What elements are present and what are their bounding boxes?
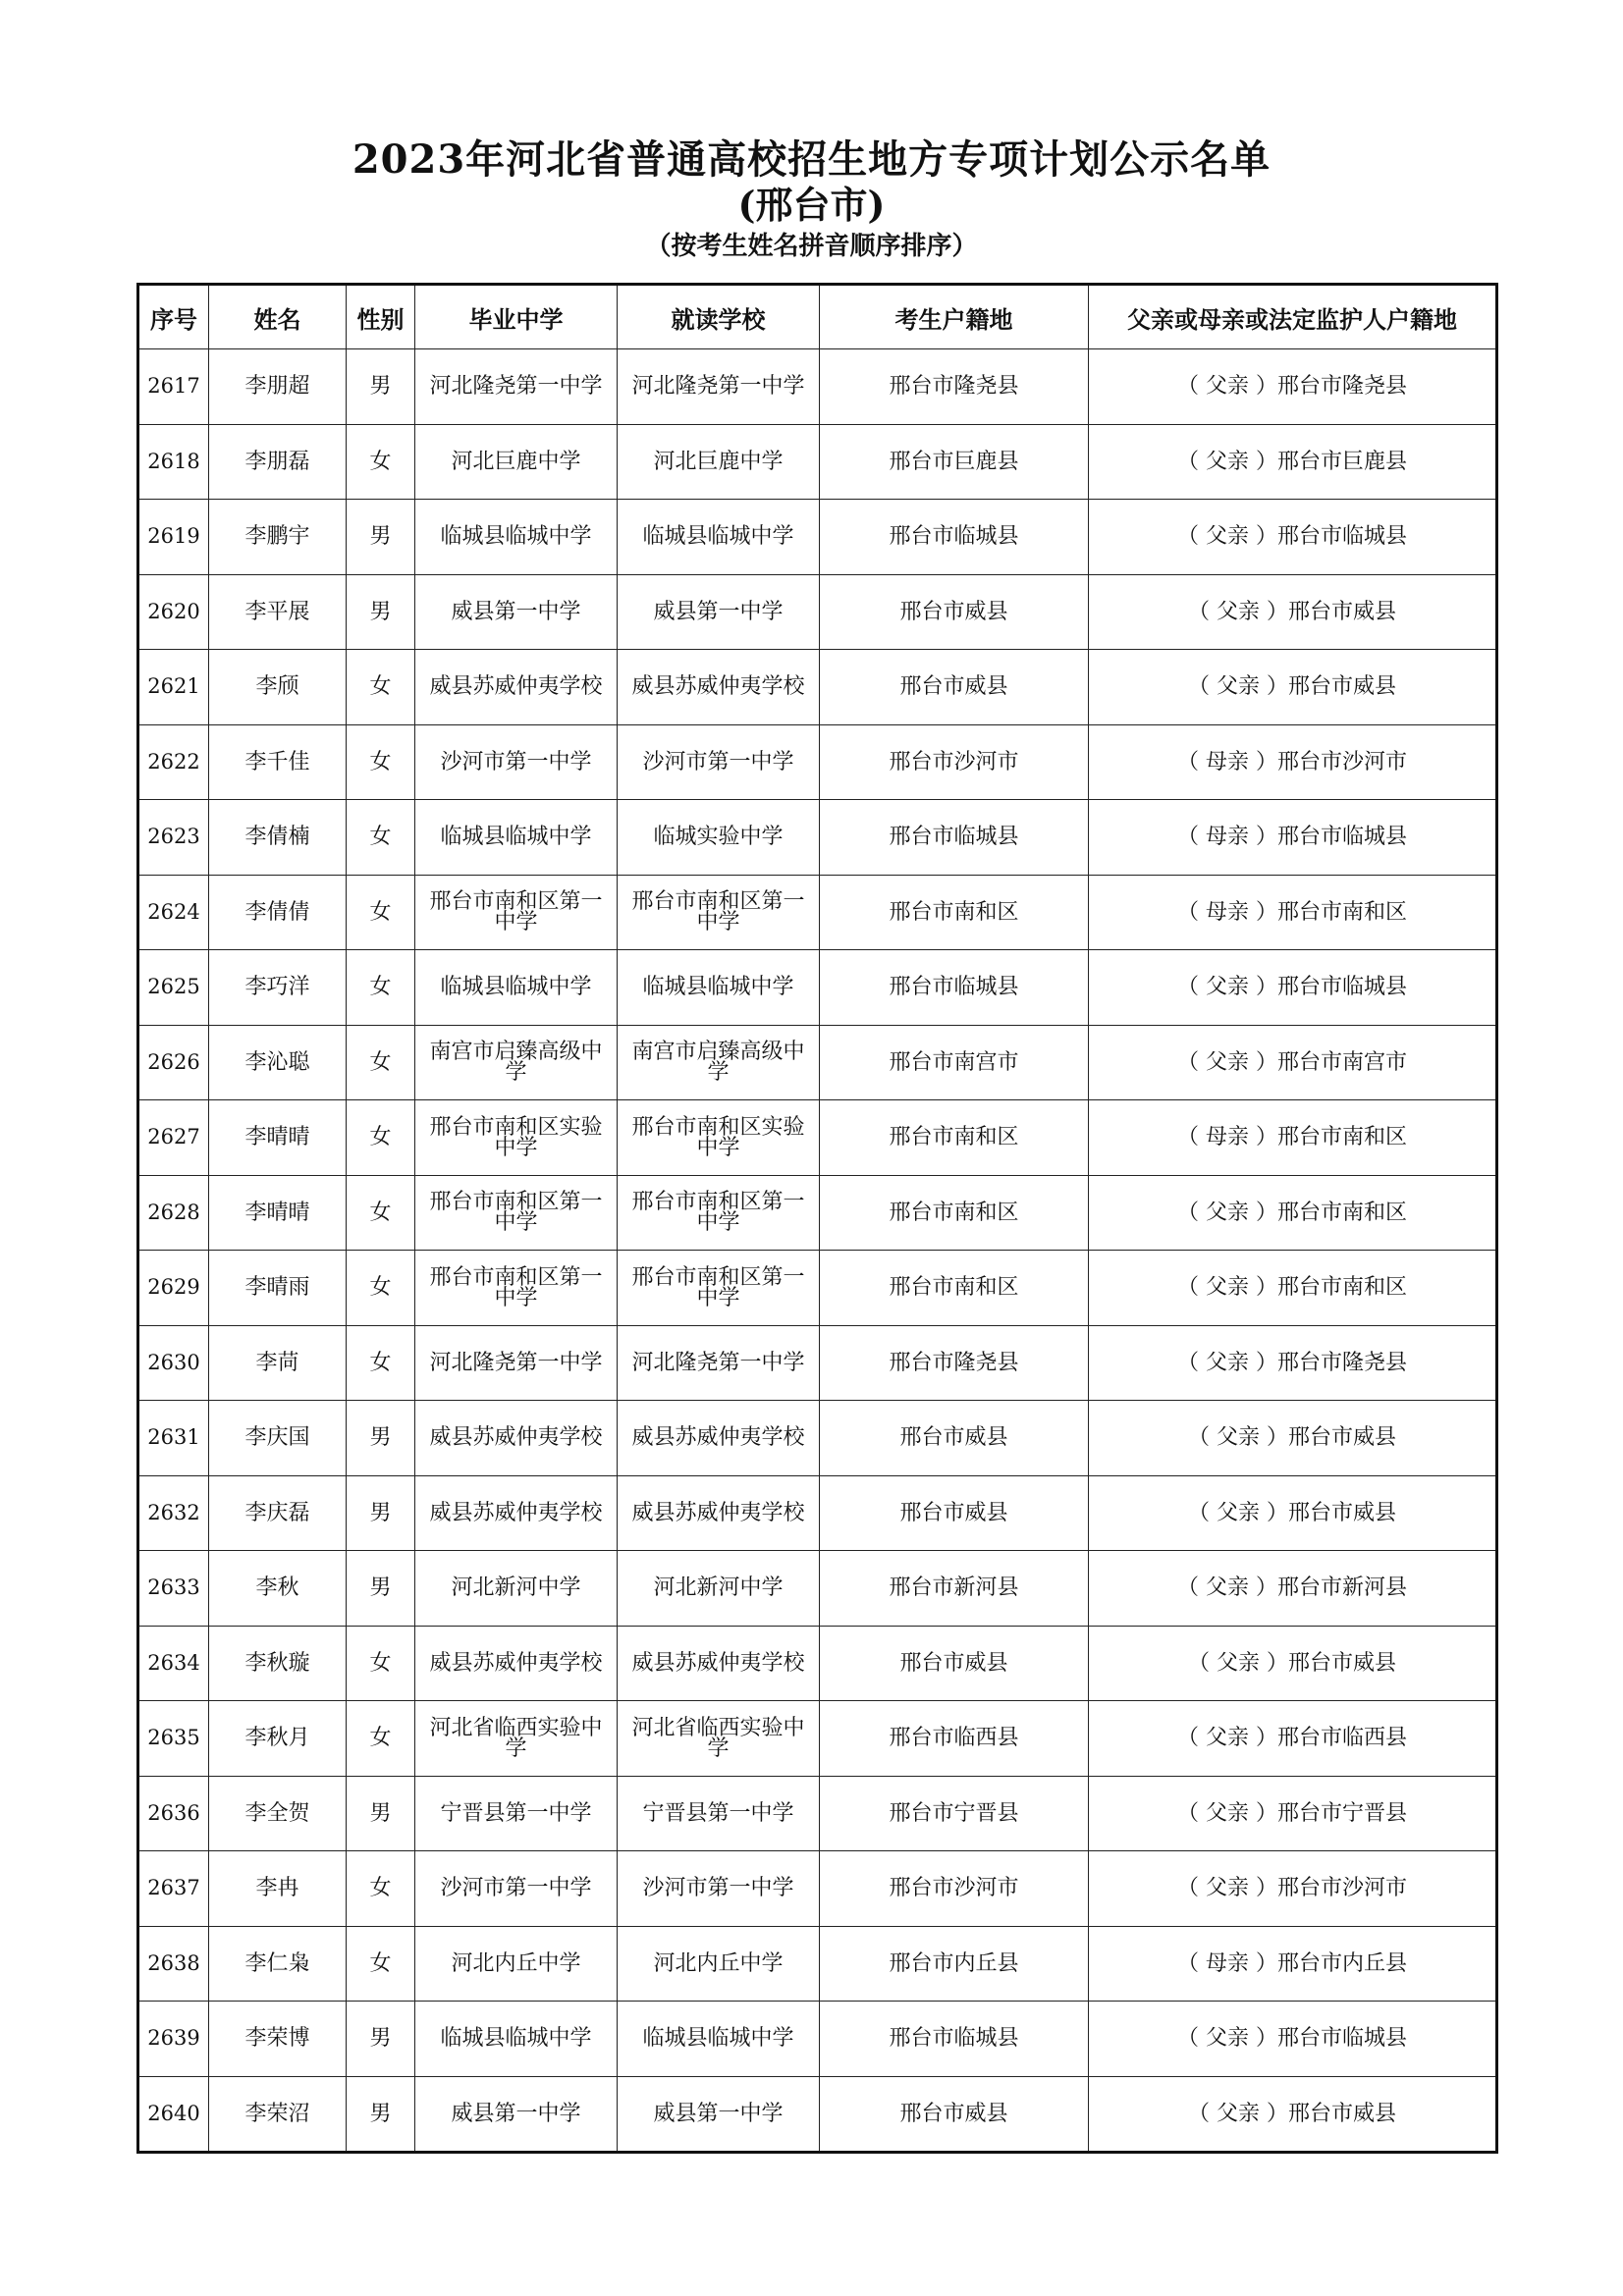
cell-student-residence: 邢台市临城县 — [820, 800, 1089, 876]
cell-student-residence: 邢台市巨鹿县 — [820, 424, 1089, 500]
column-header-index: 序号 — [138, 285, 209, 349]
cell-student-residence: 邢台市临西县 — [820, 1701, 1089, 1777]
table-row — [138, 650, 1497, 725]
cell-gender: 女 — [347, 1701, 415, 1777]
cell-gender: 女 — [347, 1025, 415, 1100]
cell-guardian-residence: （ 父亲 ）邢台市临西县 — [1089, 1701, 1497, 1777]
cell-gender: 男 — [347, 1475, 415, 1551]
cell-student-residence: 邢台市沙河市 — [820, 724, 1089, 800]
cell-gender: 女 — [347, 875, 415, 950]
table-row — [138, 1325, 1497, 1401]
cell-index: 2622 — [138, 724, 209, 800]
roster-table — [136, 283, 1498, 2154]
cell-guardian-residence: （ 母亲 ）邢台市沙河市 — [1089, 724, 1497, 800]
cell-student-residence: 邢台市南和区 — [820, 1175, 1089, 1251]
cell-current-school: 临城县临城中学 — [618, 2002, 820, 2077]
cell-student-residence: 邢台市威县 — [820, 650, 1089, 725]
cell-graduation-school: 临城县临城中学 — [415, 500, 618, 575]
cell-name: 李沁聪 — [209, 1025, 347, 1100]
page-subtitle: (邢台市) — [737, 183, 886, 227]
cell-gender: 男 — [347, 2002, 415, 2077]
cell-index: 2629 — [138, 1251, 209, 1326]
cell-gender: 女 — [347, 724, 415, 800]
cell-guardian-residence: （ 母亲 ）邢台市南和区 — [1089, 1100, 1497, 1176]
column-header-student-residence: 考生户籍地 — [820, 285, 1089, 349]
cell-name: 李庆磊 — [209, 1475, 347, 1551]
cell-name: 李倩倩 — [209, 875, 347, 950]
cell-graduation-school: 宁晋县第一中学 — [415, 1776, 618, 1851]
column-header-current-school: 就读学校 — [618, 285, 820, 349]
cell-gender: 女 — [347, 650, 415, 725]
cell-guardian-residence: （ 父亲 ）邢台市南宫市 — [1089, 1025, 1497, 1100]
table-row — [138, 1401, 1497, 1476]
table-row — [138, 574, 1497, 650]
cell-graduation-school: 威县苏威仲夷学校 — [415, 1401, 618, 1476]
table-row — [138, 800, 1497, 876]
cell-graduation-school: 沙河市第一中学 — [415, 724, 618, 800]
cell-name: 李全贺 — [209, 1776, 347, 1851]
column-header-gender: 性别 — [347, 285, 415, 349]
cell-student-residence: 邢台市威县 — [820, 1475, 1089, 1551]
cell-index: 2618 — [138, 424, 209, 500]
sort-note: （按考生姓名拼音顺序排序） — [645, 232, 978, 261]
cell-index: 2623 — [138, 800, 209, 876]
cell-index: 2633 — [138, 1551, 209, 1627]
cell-current-school: 沙河市第一中学 — [618, 724, 820, 800]
cell-index: 2635 — [138, 1701, 209, 1777]
table-body — [138, 349, 1497, 2153]
cell-index: 2632 — [138, 1475, 209, 1551]
cell-guardian-residence: （ 父亲 ）邢台市威县 — [1089, 2076, 1497, 2153]
cell-guardian-residence: （ 父亲 ）邢台市宁晋县 — [1089, 1776, 1497, 1851]
cell-index: 2639 — [138, 2002, 209, 2077]
cell-current-school: 沙河市第一中学 — [618, 1851, 820, 1927]
cell-student-residence: 邢台市威县 — [820, 574, 1089, 650]
cell-student-residence: 邢台市南和区 — [820, 1100, 1089, 1176]
cell-index: 2640 — [138, 2076, 209, 2153]
cell-student-residence: 邢台市威县 — [820, 1401, 1089, 1476]
cell-name: 李晴晴 — [209, 1175, 347, 1251]
cell-gender: 男 — [347, 1551, 415, 1627]
cell-gender: 女 — [347, 1851, 415, 1927]
cell-graduation-school: 河北隆尧第一中学 — [415, 349, 618, 425]
cell-guardian-residence: （ 父亲 ）邢台市南和区 — [1089, 1251, 1497, 1326]
cell-current-school: 河北省临西实验中学 — [618, 1701, 820, 1777]
cell-index: 2634 — [138, 1626, 209, 1701]
cell-current-school: 威县苏威仲夷学校 — [618, 1626, 820, 1701]
cell-student-residence: 邢台市南和区 — [820, 1251, 1089, 1326]
table-header-row — [138, 285, 1497, 349]
cell-name: 李颀 — [209, 650, 347, 725]
cell-student-residence: 邢台市隆尧县 — [820, 1325, 1089, 1401]
column-header-name: 姓名 — [209, 285, 347, 349]
table-row — [138, 1926, 1497, 2002]
cell-graduation-school: 临城县临城中学 — [415, 800, 618, 876]
cell-guardian-residence: （ 父亲 ）邢台市威县 — [1089, 1626, 1497, 1701]
cell-guardian-residence: （ 父亲 ）邢台市隆尧县 — [1089, 349, 1497, 425]
cell-name: 李朋超 — [209, 349, 347, 425]
table-row — [138, 1776, 1497, 1851]
table-row — [138, 724, 1497, 800]
cell-graduation-school: 邢台市南和区实验中学 — [415, 1100, 618, 1176]
cell-name: 李仁枭 — [209, 1926, 347, 2002]
cell-name: 李荣沼 — [209, 2076, 347, 2153]
cell-guardian-residence: （ 父亲 ）邢台市威县 — [1089, 1401, 1497, 1476]
table-row — [138, 424, 1497, 500]
table-row — [138, 1551, 1497, 1627]
cell-guardian-residence: （ 母亲 ）邢台市临城县 — [1089, 800, 1497, 876]
cell-student-residence: 邢台市新河县 — [820, 1551, 1089, 1627]
cell-gender: 女 — [347, 1175, 415, 1251]
table-row — [138, 2076, 1497, 2153]
page-title: 2023年河北省普通高校招生地方专项计划公示名单 — [352, 136, 1271, 183]
cell-name: 李苘 — [209, 1325, 347, 1401]
cell-graduation-school: 河北隆尧第一中学 — [415, 1325, 618, 1401]
cell-current-school: 邢台市南和区实验中学 — [618, 1100, 820, 1176]
cell-current-school: 河北巨鹿中学 — [618, 424, 820, 500]
cell-current-school: 邢台市南和区第一中学 — [618, 875, 820, 950]
cell-guardian-residence: （ 父亲 ）邢台市临城县 — [1089, 500, 1497, 575]
cell-index: 2626 — [138, 1025, 209, 1100]
cell-index: 2619 — [138, 500, 209, 575]
table-row — [138, 1251, 1497, 1326]
cell-graduation-school: 临城县临城中学 — [415, 2002, 618, 2077]
table-row — [138, 1701, 1497, 1777]
cell-current-school: 邢台市南和区第一中学 — [618, 1175, 820, 1251]
table-row — [138, 1475, 1497, 1551]
cell-student-residence: 邢台市临城县 — [820, 500, 1089, 575]
table-row — [138, 875, 1497, 950]
cell-name: 李秋 — [209, 1551, 347, 1627]
cell-graduation-school: 河北省临西实验中学 — [415, 1701, 618, 1777]
cell-current-school: 临城县临城中学 — [618, 950, 820, 1026]
cell-index: 2620 — [138, 574, 209, 650]
cell-index: 2638 — [138, 1926, 209, 2002]
cell-gender: 女 — [347, 1251, 415, 1326]
cell-student-residence: 邢台市内丘县 — [820, 1926, 1089, 2002]
cell-graduation-school: 河北内丘中学 — [415, 1926, 618, 2002]
table-row — [138, 1175, 1497, 1251]
column-header-graduation-school: 毕业中学 — [415, 285, 618, 349]
cell-student-residence: 邢台市沙河市 — [820, 1851, 1089, 1927]
cell-guardian-residence: （ 父亲 ）邢台市威县 — [1089, 574, 1497, 650]
cell-graduation-school: 威县苏威仲夷学校 — [415, 650, 618, 725]
cell-current-school: 威县第一中学 — [618, 2076, 820, 2153]
cell-gender: 男 — [347, 574, 415, 650]
cell-current-school: 威县苏威仲夷学校 — [618, 650, 820, 725]
cell-gender: 男 — [347, 349, 415, 425]
cell-gender: 女 — [347, 1100, 415, 1176]
cell-name: 李晴雨 — [209, 1251, 347, 1326]
cell-current-school: 威县苏威仲夷学校 — [618, 1401, 820, 1476]
cell-guardian-residence: （ 父亲 ）邢台市威县 — [1089, 1475, 1497, 1551]
cell-name: 李巧洋 — [209, 950, 347, 1026]
cell-student-residence: 邢台市南和区 — [820, 875, 1089, 950]
cell-gender: 女 — [347, 424, 415, 500]
cell-index: 2628 — [138, 1175, 209, 1251]
cell-index: 2630 — [138, 1325, 209, 1401]
cell-student-residence: 邢台市南宫市 — [820, 1025, 1089, 1100]
cell-graduation-school: 邢台市南和区第一中学 — [415, 875, 618, 950]
cell-student-residence: 邢台市宁晋县 — [820, 1776, 1089, 1851]
cell-gender: 女 — [347, 950, 415, 1026]
cell-index: 2627 — [138, 1100, 209, 1176]
cell-name: 李秋璇 — [209, 1626, 347, 1701]
cell-current-school: 威县第一中学 — [618, 574, 820, 650]
cell-guardian-residence: （ 父亲 ）邢台市巨鹿县 — [1089, 424, 1497, 500]
cell-graduation-school: 沙河市第一中学 — [415, 1851, 618, 1927]
cell-graduation-school: 威县第一中学 — [415, 574, 618, 650]
cell-name: 李秋月 — [209, 1701, 347, 1777]
cell-name: 李千佳 — [209, 724, 347, 800]
cell-graduation-school: 临城县临城中学 — [415, 950, 618, 1026]
cell-gender: 女 — [347, 1325, 415, 1401]
cell-guardian-residence: （ 父亲 ）邢台市沙河市 — [1089, 1851, 1497, 1927]
cell-graduation-school: 威县第一中学 — [415, 2076, 618, 2153]
cell-index: 2617 — [138, 349, 209, 425]
cell-index: 2624 — [138, 875, 209, 950]
table-row — [138, 950, 1497, 1026]
cell-guardian-residence: （ 父亲 ）邢台市临城县 — [1089, 2002, 1497, 2077]
cell-gender: 女 — [347, 1626, 415, 1701]
cell-current-school: 河北隆尧第一中学 — [618, 349, 820, 425]
table-row — [138, 500, 1497, 575]
cell-gender: 女 — [347, 800, 415, 876]
cell-student-residence: 邢台市隆尧县 — [820, 349, 1089, 425]
table-row — [138, 1100, 1497, 1176]
cell-gender: 男 — [347, 1401, 415, 1476]
table-row — [138, 1626, 1497, 1701]
cell-graduation-school: 邢台市南和区第一中学 — [415, 1175, 618, 1251]
cell-current-school: 威县苏威仲夷学校 — [618, 1475, 820, 1551]
cell-gender: 男 — [347, 2076, 415, 2153]
cell-gender: 女 — [347, 1926, 415, 2002]
cell-index: 2631 — [138, 1401, 209, 1476]
cell-name: 李倩楠 — [209, 800, 347, 876]
cell-current-school: 宁晋县第一中学 — [618, 1776, 820, 1851]
cell-graduation-school: 河北新河中学 — [415, 1551, 618, 1627]
cell-graduation-school: 威县苏威仲夷学校 — [415, 1475, 618, 1551]
cell-current-school: 邢台市南和区第一中学 — [618, 1251, 820, 1326]
cell-name: 李朋磊 — [209, 424, 347, 500]
cell-name: 李平展 — [209, 574, 347, 650]
cell-current-school: 河北隆尧第一中学 — [618, 1325, 820, 1401]
cell-name: 李庆国 — [209, 1401, 347, 1476]
cell-index: 2637 — [138, 1851, 209, 1927]
cell-index: 2636 — [138, 1776, 209, 1851]
cell-student-residence: 邢台市临城县 — [820, 950, 1089, 1026]
table-row — [138, 2002, 1497, 2077]
cell-current-school: 临城县临城中学 — [618, 500, 820, 575]
cell-guardian-residence: （ 父亲 ）邢台市威县 — [1089, 650, 1497, 725]
cell-name: 李鹏宇 — [209, 500, 347, 575]
cell-student-residence: 邢台市威县 — [820, 1626, 1089, 1701]
cell-student-residence: 邢台市威县 — [820, 2076, 1089, 2153]
cell-guardian-residence: （ 母亲 ）邢台市南和区 — [1089, 875, 1497, 950]
column-header-guardian-residence: 父亲或母亲或法定监护人户籍地 — [1089, 285, 1497, 349]
cell-graduation-school: 邢台市南和区第一中学 — [415, 1251, 618, 1326]
table-row — [138, 1851, 1497, 1927]
cell-guardian-residence: （ 父亲 ）邢台市南和区 — [1089, 1175, 1497, 1251]
cell-guardian-residence: （ 母亲 ）邢台市内丘县 — [1089, 1926, 1497, 2002]
cell-guardian-residence: （ 父亲 ）邢台市隆尧县 — [1089, 1325, 1497, 1401]
cell-graduation-school: 河北巨鹿中学 — [415, 424, 618, 500]
cell-name: 李冉 — [209, 1851, 347, 1927]
cell-guardian-residence: （ 父亲 ）邢台市新河县 — [1089, 1551, 1497, 1627]
cell-index: 2625 — [138, 950, 209, 1026]
table-row — [138, 349, 1497, 425]
cell-graduation-school: 南宫市启臻高级中学 — [415, 1025, 618, 1100]
cell-current-school: 河北内丘中学 — [618, 1926, 820, 2002]
cell-graduation-school: 威县苏威仲夷学校 — [415, 1626, 618, 1701]
cell-gender: 男 — [347, 1776, 415, 1851]
cell-current-school: 临城实验中学 — [618, 800, 820, 876]
cell-name: 李晴晴 — [209, 1100, 347, 1176]
table-row — [138, 1025, 1497, 1100]
cell-current-school: 河北新河中学 — [618, 1551, 820, 1627]
cell-name: 李荣博 — [209, 2002, 347, 2077]
cell-student-residence: 邢台市临城县 — [820, 2002, 1089, 2077]
cell-gender: 男 — [347, 500, 415, 575]
cell-current-school: 南宫市启臻高级中学 — [618, 1025, 820, 1100]
cell-index: 2621 — [138, 650, 209, 725]
cell-guardian-residence: （ 父亲 ）邢台市临城县 — [1089, 950, 1497, 1026]
